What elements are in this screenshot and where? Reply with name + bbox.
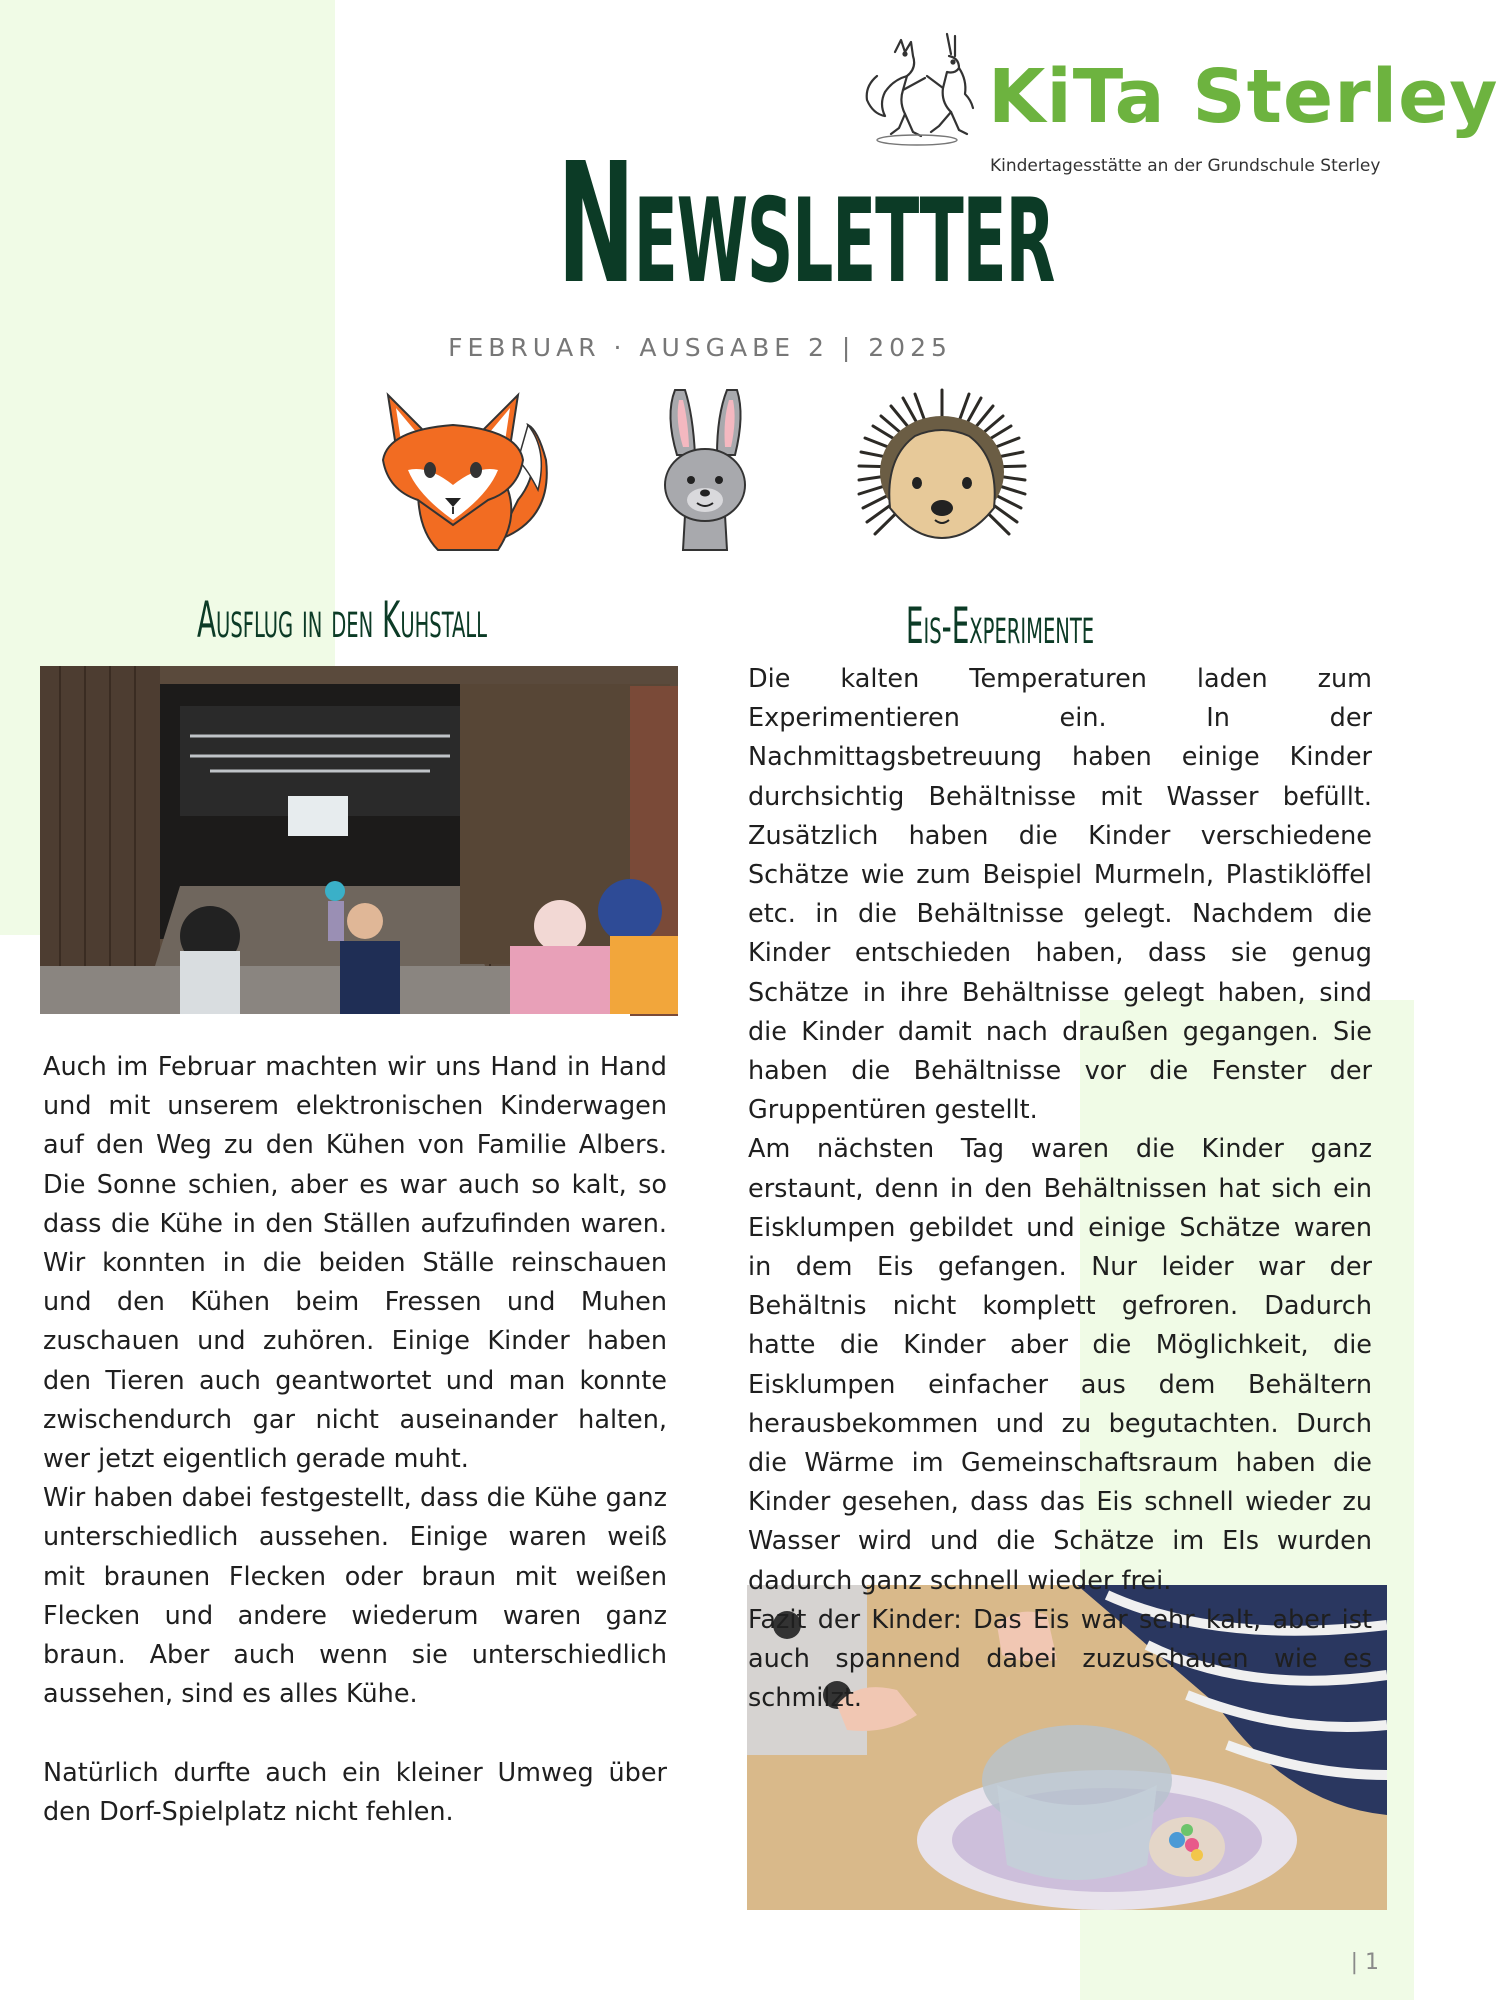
page-title — [557, 128, 1055, 321]
right-article-heading — [814, 596, 1186, 656]
left-article-body — [43, 1048, 667, 1832]
right-article-paragraph-2: Am nächsten Tag waren die Kinder ganz erstaunt, denn in den Behältnissen hat sich ein Eisklumpen gebildet und einige Schätze waren in dem Eis gefangen. Nur leider war der Behältnis nicht komplett gefroren. Dadurch hatte die Kinder aber die Möglichkeit, die Eisklumpen einfacher aus dem Behältern herausbekommen und zu begutachten. Durch die Wärme im Gemeinschaftsraum haben die Kinder gesehen, dass das Eis schnell wieder zu Wasser wird und die Schätze im EIs wurden dadurch ganz schnell wieder frei. — [748, 1134, 1372, 1596]
left-article-heading-text: Ausflug in den Kuhstall — [196, 591, 488, 649]
right-article-paragraph-1: Die kalten Temperaturen laden zum Experimentieren ein. In der Nachmittagsbetreuung haben einige Kinder durchsichtig Behältnisse mit Wasser befüllt. Zusätzlich haben die Kinder verschiedene Schätze wie zum Beispiel Murmeln, Plastiklöffel etc. in die Behältnisse gelegt. Nachdem die Kinder entschieden haben, dass sie genug Schätze in ihre Behältnisse gelegt haben, sind die Kinder damit nach draußen gegangen. Sie haben die Behältnisse vor die Fenster der Gruppentüren gestellt. — [748, 664, 1372, 1126]
logo-title: KiTa Sterley — [988, 54, 1499, 140]
left-article-heading — [156, 590, 528, 650]
hedgehog-icon — [855, 388, 1030, 548]
left-article-paragraph-2: Wir haben dabei festgestellt, dass die Kühe ganz unterschiedlich aussehen. Einige waren weiß mit braunen Flecken oder braun mit weißen Flecken und andere wiederum waren ganz braun. Aber auch wenn sie unterschiedlich aussehen, sind es alles Kühe. — [43, 1483, 667, 1710]
page-number: | 1 — [1350, 1950, 1379, 1975]
right-article-paragraph-3: Fazit der Kinder: Das Eis war sehr kalt, aber ist auch spannend dabei zuzuschauen wie es schmilzt. — [748, 1604, 1372, 1714]
page-title-text: Newsletter — [557, 128, 1055, 321]
rabbit-icon — [655, 385, 755, 550]
right-article-body — [748, 660, 1372, 1718]
cowshed-photo — [40, 666, 678, 1014]
issue-info: FEBRUAR · AUSGABE 2 | 2025 — [448, 333, 952, 362]
fox-icon — [378, 390, 563, 550]
right-article-heading-text: Eis-Experimente — [905, 597, 1095, 655]
left-article-paragraph-1: Auch im Februar machten wir uns Hand in Hand und mit unserem elektronischen Kinderwagen auf den Weg zu den Kühen von Familie Albers. Die Sonne schien, aber es war auch so kalt, so dass die Kühe in den Ställen aufzufinden waren. Wir konnten in die beiden Ställe reinschauen und den Kühen beim Fressen und Muhen zuschauen und zuhören. Einige Kinder haben den Tieren auch geantwortet und man konnte zwischendurch gar nicht auseinander halten, wer jetzt eigentlich gerade muht. — [43, 1052, 667, 1475]
paragraph-spacer — [43, 1714, 667, 1753]
left-article-paragraph-3: Natürlich durfte auch ein kleiner Umweg über den Dorf-Spielplatz nicht fehlen. — [43, 1757, 667, 1827]
logo-subtitle: Kindertagesstätte an der Grundschule Sterley — [990, 156, 1381, 176]
